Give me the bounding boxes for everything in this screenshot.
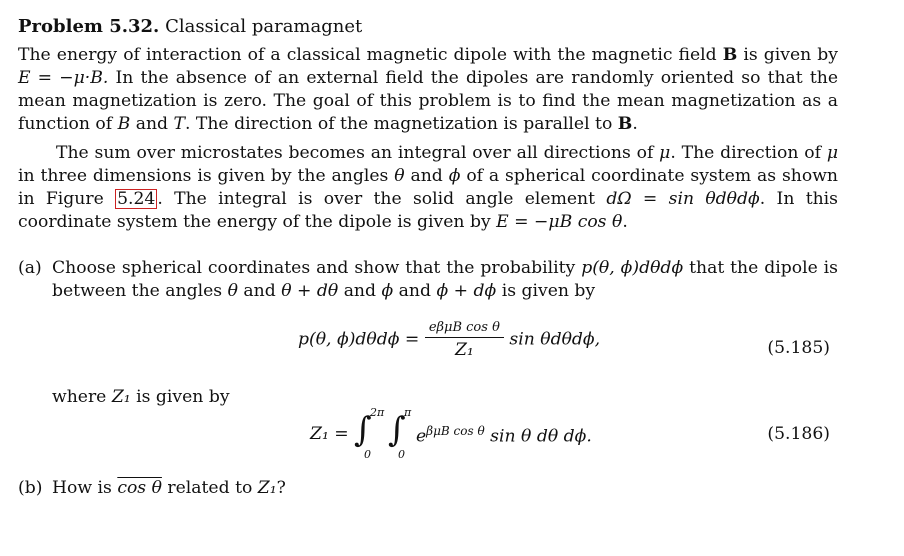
equation-lhs: p(θ, ϕ)dθdϕ =	[298, 329, 420, 350]
part-b-text	[52, 477, 838, 500]
text-run: . The direction of the magnetization is parallel to	[184, 114, 613, 134]
text-run: How is	[52, 478, 112, 498]
math-inline: ϕ + dϕ	[436, 281, 497, 301]
text-run: and	[410, 166, 443, 186]
math-inline: dΩ = sin θdθdϕ	[606, 189, 760, 209]
math-symbol: Z₁	[111, 387, 131, 407]
part-b	[18, 477, 838, 500]
math-inline: θ + dθ	[281, 281, 339, 301]
text-run: where	[52, 387, 107, 407]
math-symbol: T	[173, 114, 185, 134]
math-symbol: Z₁	[257, 478, 277, 498]
math-symbol: B	[117, 114, 131, 134]
equation-5-186	[310, 406, 610, 461]
problem-heading	[18, 14, 838, 40]
text-run: . In this coordinate system the energy of the dipole is given by	[18, 189, 838, 232]
math-symbol: ϕ	[448, 166, 461, 186]
text-run: in three dimensions is given by the angles	[18, 166, 389, 186]
text-run: and	[243, 281, 276, 301]
math-symbol: e	[416, 426, 427, 447]
problem-title: Classical paramagnet	[165, 16, 363, 37]
part-a-text	[52, 257, 838, 303]
math-symbol: ϕ	[381, 281, 394, 301]
where-clause	[52, 386, 352, 409]
integral-upper-limit: π	[404, 406, 412, 419]
text-run: ?	[276, 478, 286, 498]
integral-upper-limit: 2π	[370, 406, 385, 419]
equation-number: (5.185)	[767, 338, 830, 358]
equation-fraction	[425, 320, 504, 360]
text-run: In the absence of an external field the dipoles are randomly oriented so that the mean magnetization is zero. The goal of this problem is to find the mean magnetization as a function of	[18, 68, 838, 134]
integrand	[416, 424, 592, 447]
problem-label: Problem 5.32.	[18, 16, 160, 37]
integral-sign: ∫	[354, 410, 372, 450]
part-a-label: (a)	[18, 258, 42, 278]
text-run: that the dipole is between the angles	[52, 258, 838, 301]
integral-sign: ∫	[388, 410, 406, 450]
text-run: and	[135, 114, 169, 134]
intro-paragraph-1	[18, 44, 838, 136]
text-run: of a spherical coordinate system as shown in Figure	[18, 166, 838, 209]
text-run: is given by	[743, 45, 838, 65]
figure-reference-link[interactable]: 5.24	[117, 189, 156, 209]
fraction-numerator: eβμB cos θ	[425, 320, 504, 338]
math-symbol: θ	[394, 166, 405, 186]
text-run: The sum over microstates becomes an integral over all directions of	[56, 143, 654, 163]
exponent: βμB cos θ	[426, 424, 485, 438]
text-run: . The integral is over the solid angle element	[157, 189, 596, 209]
math-symbol: B	[722, 45, 738, 65]
intro-paragraph-2	[18, 142, 838, 234]
math-inline: E = −μ·B.	[18, 68, 109, 88]
text-run: is given by	[136, 387, 230, 407]
math-inline: p(θ, ϕ)dθdϕ	[581, 258, 684, 278]
part-b-label: (b)	[18, 478, 43, 498]
math-inline: E = −μB cos θ	[496, 212, 623, 232]
text-run: related to	[167, 478, 253, 498]
math-symbol: θ	[227, 281, 238, 301]
equation-number: (5.186)	[767, 424, 830, 444]
equation-5-185	[298, 320, 600, 360]
problem-page	[18, 14, 838, 234]
math-symbol: μ	[826, 143, 839, 163]
fraction-denominator: Z₁	[454, 340, 474, 360]
math-symbol: B	[617, 114, 633, 134]
integral-lower-limit: 0	[398, 448, 405, 461]
equation-lhs: Z₁ =	[310, 424, 349, 444]
equation-rhs: sin θ dθ dϕ.	[490, 426, 592, 447]
equation-rhs: sin θdθdϕ,	[509, 329, 601, 350]
text-run: The energy of interaction of a classical magnetic dipole with the magnetic field	[18, 45, 717, 65]
text-run: and	[343, 281, 377, 301]
text-run: .	[622, 212, 628, 232]
part-a	[18, 257, 838, 303]
math-inline: cos θ	[117, 478, 162, 498]
text-run: and	[398, 281, 431, 301]
text-run: is given by	[501, 281, 596, 301]
text-run: Choose spherical coordinates and show that the probability	[52, 258, 576, 278]
integral-lower-limit: 0	[364, 448, 371, 461]
math-symbol: μ	[659, 143, 671, 163]
text-run: . The direction of	[670, 143, 822, 163]
text-run: .	[632, 114, 638, 134]
